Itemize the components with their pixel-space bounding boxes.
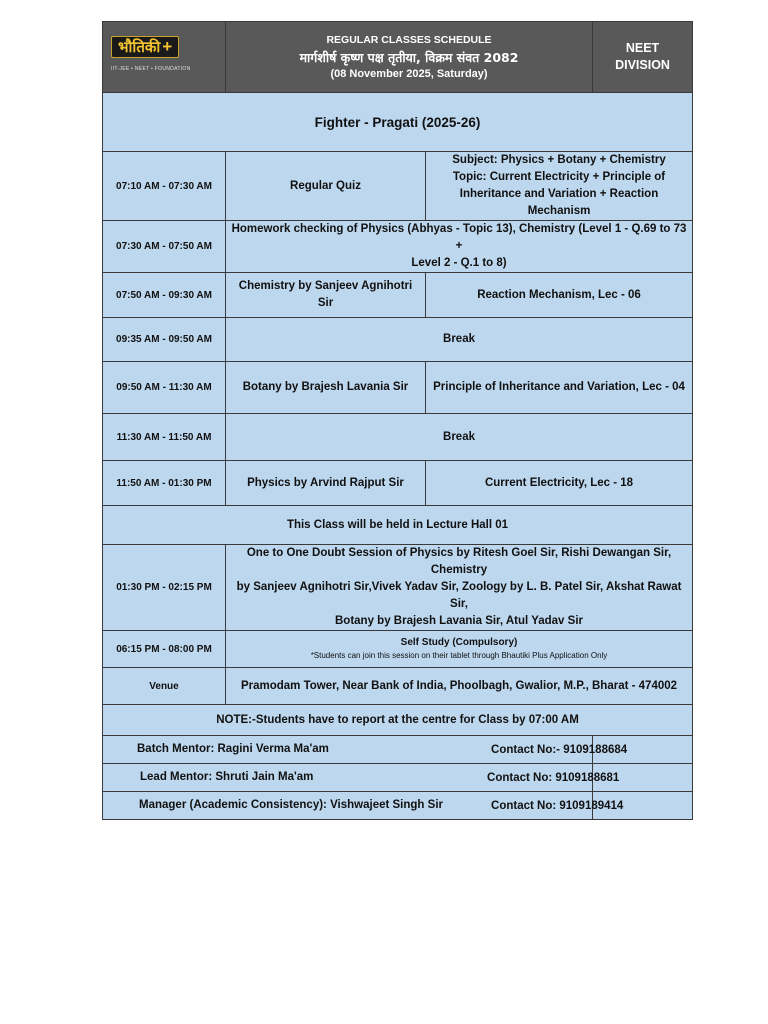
schedule-row <box>103 152 693 221</box>
logo <box>103 22 226 93</box>
activity-line: Homework checking of Physics (Abhyas - Topic 13), Chemistry (Level 1 - Q.69 to 73 + <box>231 223 687 252</box>
activity <box>226 221 693 273</box>
schedule-row <box>103 273 693 318</box>
self-study-note: *Students can join this session on their tablet through Bhautiki Plus Application Only <box>310 651 608 660</box>
doubt-line: One to One Doubt Session of Physics by Ritesh Goel Sir, Rishi Dewangan Sir, Chemistry <box>246 547 672 576</box>
venue-address: Pramodam Tower, Near Bank of India, Phoolbagh, Gwalior, M.P., Bharat - 474002 <box>226 668 693 705</box>
time-slot: 07:50 AM - 09:30 AM <box>103 273 226 318</box>
contact-number: Contact No:- 9109188684 <box>491 744 628 756</box>
contact-role: Manager (Academic Consistency): Vishwajeet Singh Sir <box>103 792 593 820</box>
english-date: (08 November 2025, Saturday) <box>330 67 488 80</box>
report-note: NOTE:-Students have to report at the centre for Class by 07:00 AM <box>103 705 693 736</box>
report-note-row <box>103 705 693 736</box>
time-slot: 06:15 PM - 08:00 PM <box>103 631 226 668</box>
batch-title: Fighter - Pragati (2025-26) <box>103 93 693 152</box>
hindi-date: मार्गशीर्ष कृष्ण पक्ष तृतीया, विक्रम संवत 2082 <box>299 49 519 65</box>
time-slot: 07:30 AM - 07:50 AM <box>103 221 226 273</box>
detail-line: Subject: Physics + Botany + Chemistry <box>452 154 666 166</box>
activity-detail <box>426 152 693 221</box>
schedule-row <box>103 414 693 461</box>
activity-line: Level 2 - Q.1 to 8) <box>411 257 507 269</box>
self-study <box>226 631 693 668</box>
hall-note-row <box>103 506 693 545</box>
activity: Chemistry by Sanjeev Agnihotri Sir <box>226 273 426 318</box>
detail-line: Inheritance and Variation + Reaction Mechanism <box>459 188 659 217</box>
contact-number: Contact No: 9109188681 <box>487 772 620 784</box>
schedule-row <box>103 461 693 506</box>
self-study-label: Self Study (Compulsory) <box>400 637 518 648</box>
venue-row <box>103 668 693 705</box>
header-title <box>226 22 593 93</box>
activity: Physics by Arvind Rajput Sir <box>226 461 426 506</box>
schedule-heading: REGULAR CLASSES SCHEDULE <box>326 33 492 46</box>
activity-detail: Reaction Mechanism, Lec - 06 <box>426 273 693 318</box>
time-slot: 09:50 AM - 11:30 AM <box>103 362 226 414</box>
logo-subtitle: IIT-JEE • NEET • FOUNDATION <box>111 66 191 72</box>
division-label <box>593 22 693 93</box>
time-slot: 09:35 AM - 09:50 AM <box>103 318 226 362</box>
schedule-row <box>103 318 693 362</box>
doubt-line: Botany by Brajesh Lavania Sir, Atul Yadav Sir <box>335 615 583 627</box>
contact-role: Batch Mentor: Ragini Verma Ma'am <box>103 736 593 764</box>
time-slot: 07:10 AM - 07:30 AM <box>103 152 226 221</box>
contact-number-cell <box>487 764 693 792</box>
logo-plus: + <box>162 37 173 56</box>
detail-line: Topic: Current Electricity + Principle of <box>452 171 666 183</box>
contact-row <box>103 736 693 764</box>
doubt-line: by Sanjeev Agnihotri Sir,Vivek Yadav Sir, Zoology by L. B. Patel Sir, Akshat Rawat Sir, <box>236 581 682 610</box>
activity: Regular Quiz <box>226 152 426 221</box>
header-row <box>103 22 693 93</box>
doubt-session <box>226 545 693 631</box>
schedule-row <box>103 221 693 273</box>
batch-title-row <box>103 93 693 152</box>
contact-number: Contact No: 9109189414 <box>491 800 624 812</box>
time-slot: 11:50 AM - 01:30 PM <box>103 461 226 506</box>
contact-number-cell <box>491 736 693 764</box>
division-line-1: NEET <box>625 41 660 55</box>
schedule-row <box>103 631 693 668</box>
schedule-sheet <box>102 21 692 820</box>
contact-row <box>103 764 693 792</box>
break-label: Break <box>226 414 693 461</box>
contact-row <box>103 792 693 820</box>
logo-badge <box>111 36 179 58</box>
division-line-2: DIVISION <box>615 58 670 72</box>
venue-label: Venue <box>103 668 226 705</box>
break-label: Break <box>226 318 693 362</box>
time-slot: 01:30 PM - 02:15 PM <box>103 545 226 631</box>
hall-note: This Class will be held in Lecture Hall 01 <box>103 506 693 545</box>
activity: Botany by Brajesh Lavania Sir <box>226 362 426 414</box>
schedule-row <box>103 545 693 631</box>
logo-text: भौतिकी <box>118 38 161 56</box>
activity-detail: Principle of Inheritance and Variation, Lec - 04 <box>426 362 693 414</box>
activity-detail: Current Electricity, Lec - 18 <box>426 461 693 506</box>
contact-role: Lead Mentor: Shruti Jain Ma'am <box>103 764 593 792</box>
contact-number-cell <box>491 792 693 820</box>
schedule-table <box>102 21 693 820</box>
schedule-row <box>103 362 693 414</box>
time-slot: 11:30 AM - 11:50 AM <box>103 414 226 461</box>
